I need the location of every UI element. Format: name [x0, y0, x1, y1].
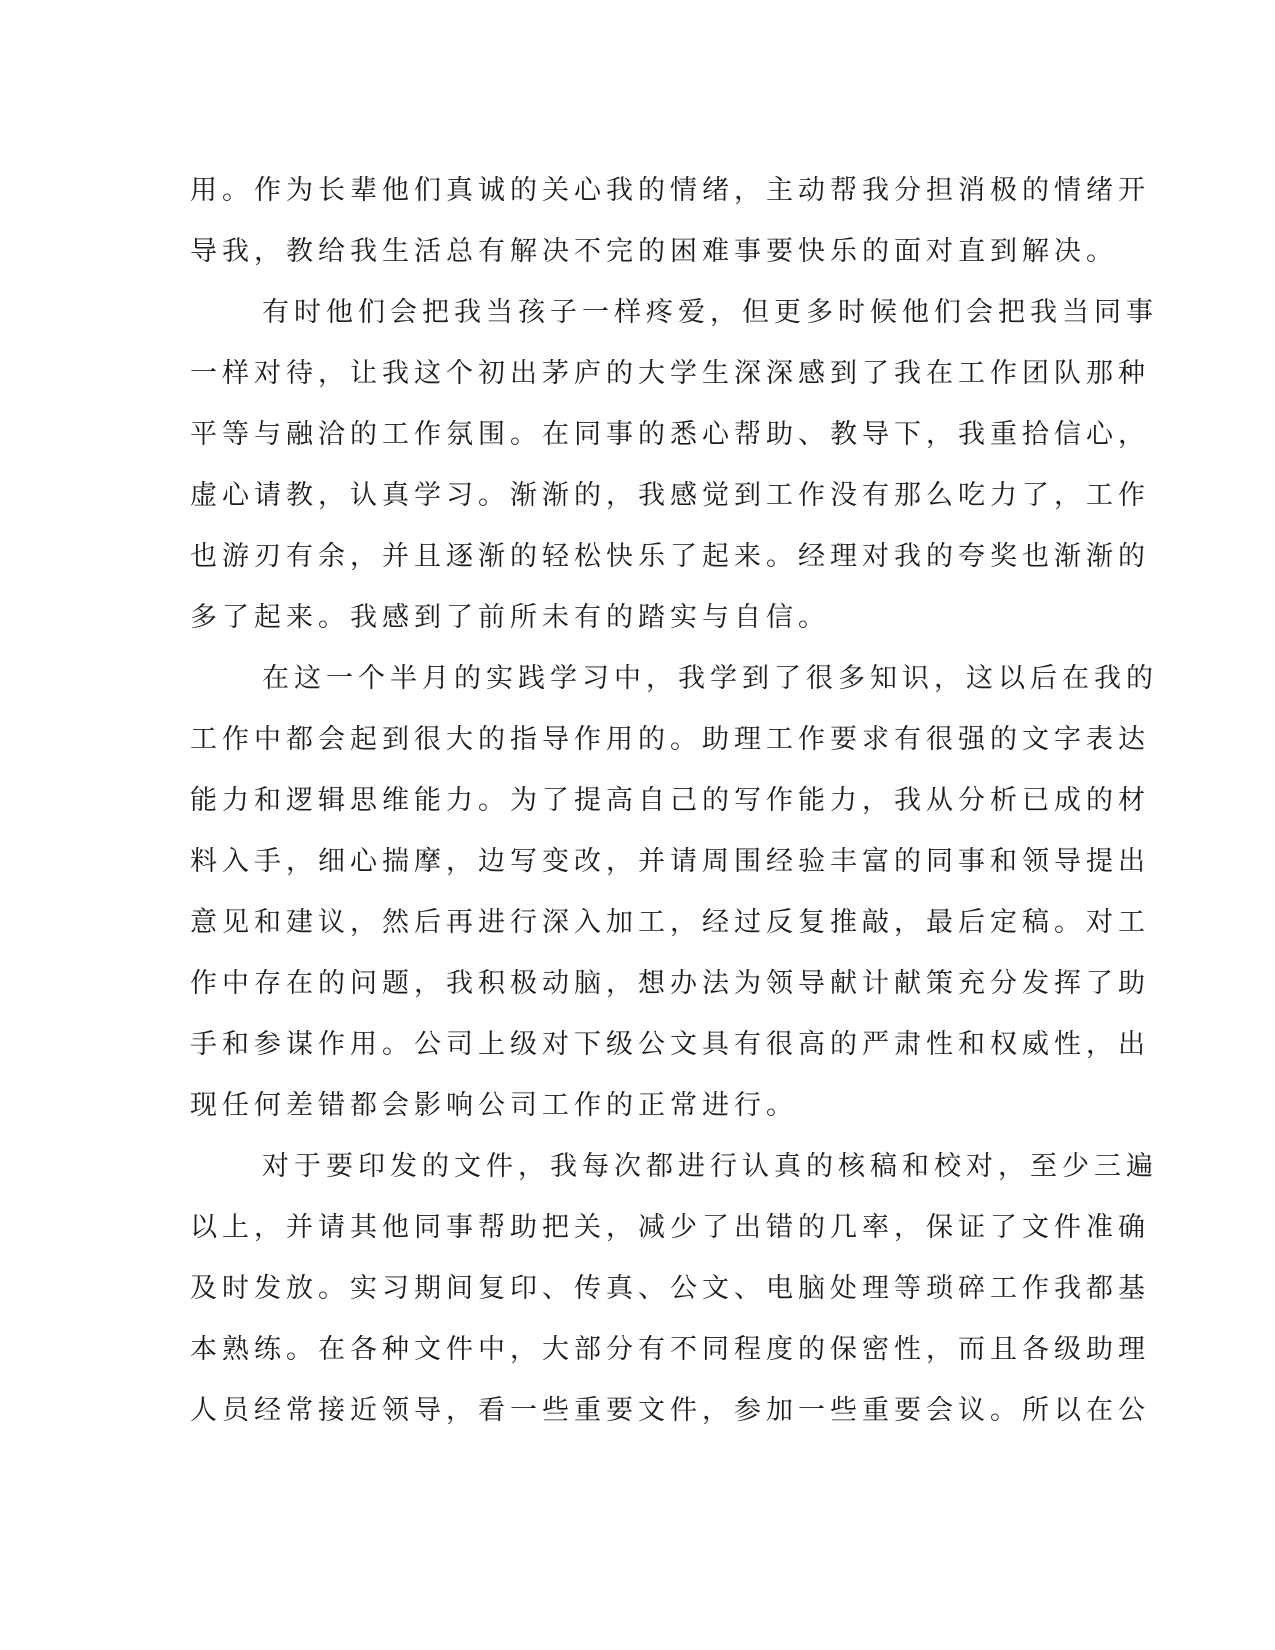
text-line: 作中存在的问题，我积极动脑，想办法为领导献计献策充分发挥了助 — [190, 968, 1150, 999]
text-line: 本熟练。在各种文件中，大部分有不同程度的保密性，而且各级助理 — [190, 1334, 1150, 1365]
text-line: 现任何差错都会影响公司工作的正常进行。 — [190, 1090, 798, 1121]
text-line: 导我，教给我生活总有解决不完的困难事要快乐的面对直到解决。 — [190, 236, 1118, 267]
text-line: 料入手，细心揣摩，边写变改，并请周围经验丰富的同事和领导提出 — [190, 846, 1150, 877]
text-line: 平等与融洽的工作氛围。在同事的悉心帮助、教导下，我重拾信心， — [190, 419, 1150, 450]
text-line: 对于要印发的文件，我每次都进行认真的核稿和校对，至少三遍 — [262, 1151, 1158, 1182]
text-line: 手和参谋作用。公司上级对下级公文具有很高的严肃性和权威性，出 — [190, 1029, 1150, 1060]
text-line: 有时他们会把我当孩子一样疼爱，但更多时候他们会把我当同事 — [262, 297, 1158, 328]
paragraph — [190, 1136, 1158, 1441]
text-line: 以上，并请其他同事帮助把关，减少了出错的几率，保证了文件准确 — [190, 1212, 1150, 1243]
paragraph — [190, 160, 1150, 282]
text-line: 在这一个半月的实践学习中，我学到了很多知识，这以后在我的 — [262, 663, 1158, 694]
paragraph — [190, 648, 1158, 1136]
text-line: 一样对待，让我这个初出茅庐的大学生深深感到了我在工作团队那种 — [190, 358, 1150, 389]
text-line: 也游刃有余，并且逐渐的轻松快乐了起来。经理对我的夸奖也渐渐的 — [190, 541, 1150, 572]
text-line: 虚心请教，认真学习。渐渐的，我感觉到工作没有那么吃力了，工作 — [190, 480, 1150, 511]
text-line: 人员经常接近领导，看一些重要文件，参加一些重要会议。所以在公 — [190, 1395, 1150, 1426]
text-line: 及时发放。实习期间复印、传真、公文、电脑处理等琐碎工作我都基 — [190, 1273, 1150, 1304]
paragraph — [190, 282, 1158, 648]
text-line: 能力和逻辑思维能力。为了提高自己的写作能力，我从分析已成的材 — [190, 785, 1150, 816]
text-line: 多了起来。我感到了前所未有的踏实与自信。 — [190, 602, 830, 633]
text-line: 意见和建议，然后再进行深入加工，经过反复推敲，最后定稿。对工 — [190, 907, 1150, 938]
text-line: 工作中都会起到很大的指导作用的。助理工作要求有很强的文字表达 — [190, 724, 1150, 755]
document-body — [190, 160, 1158, 1441]
text-line: 用。作为长辈他们真诚的关心我的情绪，主动帮我分担消极的情绪开 — [190, 175, 1150, 206]
